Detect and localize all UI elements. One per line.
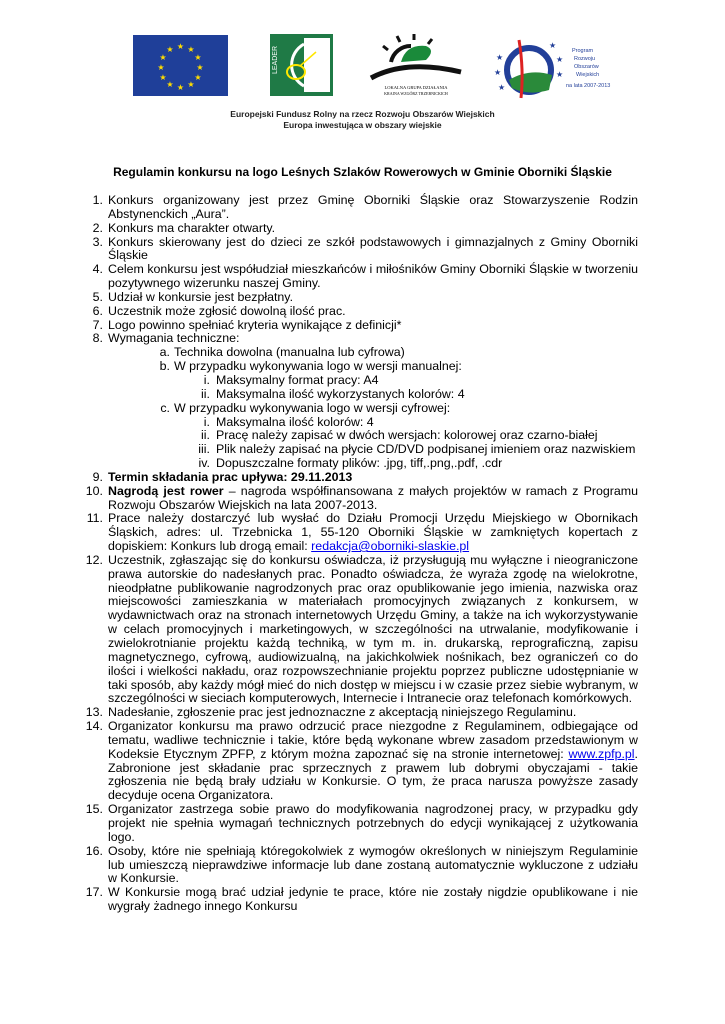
rule-item	[92, 289, 638, 305]
lgd-logo-line2: KRAINA WZGÓRZ TRZEBNICKICH	[384, 91, 448, 96]
document-title: Regulamin konkursu na logo Leśnych Szlaków Rowerowych w Gminie Oborniki Śląskie	[113, 165, 612, 179]
fund-line-2: Europa inwestująca w obszary wiejskie	[283, 119, 442, 130]
sub-rule-label: i.	[203, 414, 210, 429]
rule-text: Termin składania prac upływa: 29.11.2013	[108, 469, 353, 484]
rule-text: – nagroda współfinansowana z małych projektów w ramach z Programu Rozwoju Obszarów Wiejskich na lata 2007-2013.	[108, 483, 638, 512]
rule-text: Uczestnik, zgłaszając się do konkursu oświadcza, iż przysługują mu wyłączne i nieograniczone prawa autorskie do nadesłanych prac. Ponadto oświadcza, że wyraża zgodę na wielokrotne, nieodpłatne publikowanie nagrodzonych prac oraz opublikowanie jego imienia, nazwiska oraz miejscowości zamieszkania w materiałach promocyjnych związanych z konkursem, w wydawnictwach oraz na stronach internetowych Urzędu Gminy, a także na ich wykorzystywanie w celach promocyjnych i marketingowych, w szczególności na utrwalanie, modyfikowanie i zwielokrotnianie projektu każdą techniką, w tym m. in. drukarską, reprograficzną, zapisu magnetycznego, cyfrową, audiowizualną, na jakichkolwiek nośnikach, bez ograniczeń co do ilości i wielkości nakładu, oraz rozpowszechnianie projektu poprzez publiczne udostępnianie w taki sposób, aby każdy mógł mieć do nich dostęp w miejscu i w czasie przez siebie wybranym, w szczególności w sieciach komputerowych, Internecie i Intranecie oraz telefonach komórkowych.	[108, 552, 638, 706]
rule-text: Organizator konkursu ma prawo odrzucić prace niezgodne z Regulaminem, odbiegające od tematu, wadliwe technicznie i takie, które będą wykonane wbrew zasadom przedstawionym w Kodeksie Etycznym ZPFP, z którym można zapoznać się na stronie internetowej:	[108, 719, 638, 761]
fund-line-1: Europejski Fundusz Rolny na rzecz Rozwoju Obszarów Wiejskich	[230, 109, 495, 119]
rule-text: . Zabronione jest składanie prac sprzecznych z prawem lub dobrymi obyczajami - takie zgłoszenia nie będą brały udziału w Konkursie. O tym, że praca narusza powyższe zasady decyduje ocena Organizatora.	[108, 746, 638, 803]
rule-text: Osoby, które nie spełniają któregokolwiek z wymogów określonych w niniejszym Regulaminie lub umieszczą nieprawdziwe informacje lub dane zostaną automatycznie wykluczone z udziału w Konkursie.	[108, 843, 638, 886]
rule-item	[85, 719, 638, 803]
rule-number: 12.	[85, 552, 103, 567]
sub-rule-label: c.	[160, 400, 170, 415]
rule-item	[92, 220, 638, 236]
rule-number: 10.	[85, 483, 103, 498]
sub-rule-item	[108, 457, 638, 471]
rule-item	[85, 843, 638, 887]
rule-text: Wymagania techniczne:	[108, 331, 240, 346]
sub-rule-label: ii.	[201, 428, 210, 443]
svg-text:★: ★	[494, 68, 502, 77]
rule-text: Konkurs skierowany jest do dzieci ze szkół podstawowych i gimnazjalnych z Gminy Oborniki Śląskie	[108, 234, 638, 263]
sub-rule-item	[108, 443, 638, 457]
rule-item	[85, 483, 638, 513]
sub-rule-label: b.	[159, 359, 170, 374]
rule-number: 11.	[86, 511, 103, 526]
sub-rule-text: Dopuszczalne formaty plików: .jpg, tiff,.png,.pdf, .cdr	[216, 456, 503, 471]
svg-text:★: ★	[549, 41, 557, 50]
rule-text: Logo powinno spełniać kryteria wynikające z definicji*	[108, 317, 402, 332]
sub-rule-text: W przypadku wykonywania logo w wersji manualnej:	[174, 359, 462, 374]
rule-item	[92, 317, 638, 333]
rule-item	[92, 469, 638, 485]
sub-rule-item	[108, 374, 638, 388]
svg-text:★: ★	[194, 73, 202, 82]
rule-number: 14.	[85, 719, 103, 734]
rule-item	[86, 511, 638, 554]
sub-rule-label: a.	[159, 345, 170, 360]
rule-item	[85, 802, 638, 845]
rule-number: 3.	[92, 234, 103, 249]
sub-rule-item	[108, 429, 638, 443]
lgd-logo	[366, 34, 466, 98]
rule-text: Prace należy dostarczyć lub wysłać do Działu Promocji Urzędu Miejskiego w Obornikach Śląskich, adres: ul. Trzebnicka 1, 55-120 Oborniki Śląskie w zamkniętych kopertach z dopiskiem: Konkurs lub drogą email:	[108, 511, 638, 554]
rule-item	[85, 552, 638, 706]
rule-item	[85, 885, 638, 914]
prow-text-1: Program	[572, 48, 594, 54]
rule-item	[92, 234, 638, 264]
svg-text:★: ★	[496, 53, 504, 62]
sub-rule-label: ii.	[201, 386, 210, 401]
svg-text:★: ★	[176, 42, 185, 51]
rule-text: Udział w konkursie jest bezpłatny.	[108, 289, 294, 304]
sub-rule-text: W przypadku wykonywania logo w wersji cyfrowej:	[174, 400, 451, 415]
lgd-logo-line1: LOKALNA GRUPA DZIAŁANIA	[384, 85, 448, 90]
rule-number: 2.	[92, 220, 103, 235]
rule-item	[92, 262, 638, 291]
sub-rule-text: Pracę należy zapisać w dwóch wersjach: kolorowej oraz czarno-białej	[216, 428, 598, 443]
rule-number: 9.	[92, 469, 103, 484]
sub-rule-item	[108, 388, 638, 402]
rules-list	[85, 193, 638, 914]
sub-rule-label: i.	[203, 372, 210, 387]
rule-text: Konkurs organizowany jest przez Gminę Oborniki Śląskie oraz Stowarzyszenie Rodzin Abstynenckich „Aura”.	[108, 193, 638, 221]
rule-text: Nagrodą jest rower	[108, 483, 224, 498]
sub-rule-item	[108, 416, 638, 430]
svg-text:★: ★	[159, 53, 167, 62]
rule-text: Konkurs ma charakter otwarty.	[108, 220, 276, 235]
svg-text:★: ★	[196, 63, 204, 72]
svg-text:★: ★	[194, 53, 202, 62]
rule-text: Organizator zastrzega sobie prawo do modyfikowania nagrodzonej pracy, w przypadku gdy projekt nie spełnia wymagań technicznych potrzebnych do edycji wynikającej z użytkowania logo.	[108, 802, 638, 844]
svg-text:★: ★	[157, 63, 165, 72]
rule-number: 17.	[85, 885, 103, 900]
email-or-web-link[interactable]: www.zpfp.pl	[568, 746, 635, 761]
svg-text:★: ★	[556, 70, 564, 79]
svg-text:★: ★	[166, 45, 174, 54]
leader-logo	[270, 34, 333, 96]
sub-rule-text: Maksymalna ilość wykorzystanych kolorów: 4	[216, 386, 465, 401]
eu-flag-logo	[133, 35, 228, 96]
sub-rule-item	[108, 360, 638, 374]
sub-rule-text: Technika dowolna (manualna lub cyfrowa)	[174, 345, 405, 360]
rule-number: 5.	[92, 289, 103, 304]
rule-item	[92, 303, 638, 319]
svg-text:★: ★	[187, 80, 195, 89]
rule-text: W Konkursie mogą brać udział jedynie te prace, które nie zostały nigdzie opublikowane i nie wygrały żadnego innego Konkursu	[108, 885, 638, 914]
leader-logo-text: LEADER	[272, 45, 279, 74]
rule-number: 4.	[92, 262, 103, 277]
svg-text:★: ★	[556, 55, 564, 64]
email-or-web-link[interactable]: redakcja@oborniki-slaskie.pl	[311, 539, 470, 554]
rule-item	[92, 193, 638, 222]
sponsor-logos	[0, 34, 725, 98]
prow-text-2: Rozwoju	[574, 56, 596, 62]
rule-number: 8.	[92, 331, 103, 346]
rule-number: 15.	[85, 802, 103, 817]
rule-number: 1.	[92, 193, 103, 207]
prow-text-3: Obszarów	[574, 64, 599, 70]
svg-text:★: ★	[166, 80, 174, 89]
rule-text: Nadesłanie, zgłoszenie prac jest jednoznaczne z akceptacją niniejszego Regulaminu.	[108, 705, 577, 720]
sub-rule-label: iii.	[198, 442, 210, 457]
sub-rule-text: Plik należy zapisać na płycie CD/DVD podpisanej imieniem oraz nazwiskiem	[216, 442, 636, 457]
rule-number: 6.	[92, 303, 103, 318]
rule-number: 7.	[92, 317, 103, 332]
prow-text-4: Wiejskich	[576, 72, 600, 78]
sub-rule-text: Maksymalny format pracy: A4	[216, 372, 379, 387]
fund-caption	[0, 109, 725, 130]
svg-text:★: ★	[159, 73, 167, 82]
sub-rule-item	[108, 402, 638, 416]
sub-rule-label: iv.	[198, 456, 210, 471]
rule-item	[85, 705, 638, 720]
rule-item	[92, 331, 638, 471]
svg-text:★: ★	[187, 45, 195, 54]
rule-number: 13.	[85, 705, 103, 720]
sub-rule-item	[108, 346, 638, 360]
prow-logo	[494, 30, 634, 100]
rule-number: 16.	[85, 843, 103, 858]
svg-text:★: ★	[498, 83, 506, 92]
svg-text:★: ★	[176, 83, 185, 92]
rule-text: Uczestnik może zgłosić dowolną ilość prac.	[108, 303, 346, 318]
sub-rule-text: Maksymalna ilość kolorów: 4	[216, 414, 374, 429]
rule-text: Celem konkursu jest współudział mieszkańców i miłośników Gminy Oborniki Śląskie w tworzeniu pozytywnego wizerunku naszej Gminy.	[108, 262, 638, 291]
prow-text-5: na lata 2007-2013	[566, 83, 611, 89]
